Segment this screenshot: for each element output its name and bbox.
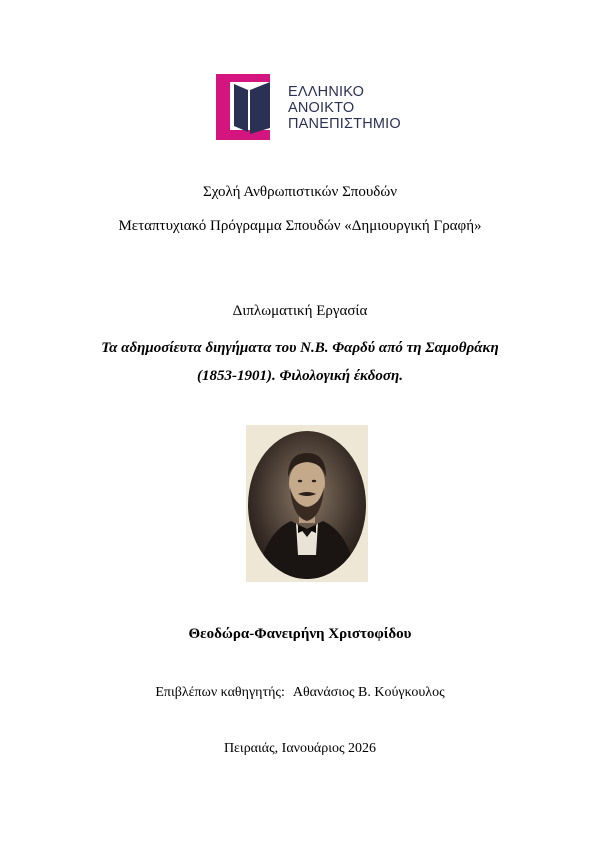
supervisor-label: Επιβλέπων καθηγητής: [155,685,285,700]
thesis-title-line-2: (1853-1901). Φιλολογική έκδοση. [197,368,403,384]
program-name: Μεταπτυχιακό Πρόγραμμα Σπουδών «Δημιουργική Γραφή» [118,218,482,234]
portrait-illustration [246,425,368,582]
supervisor-line [0,685,600,701]
logo-text-line-3: ΠΑΝΕΠΙΣΤΗΜΙΟ [288,116,401,132]
document-type: Διπλωματική Εργασία [232,303,368,319]
logo-text-line-2: ΑΝΟΙΚΤΟ [288,100,355,116]
author-name: Θεοδώρα-Φανειρήνη Χριστοφίδου [188,626,412,642]
supervisor-name: Αθανάσιος Β. Κούγκουλος [292,685,445,700]
school-name: Σχολή Ανθρωπιστικών Σπουδών [202,184,398,200]
university-logo [216,70,406,142]
university-logo-text [288,84,401,132]
author-portrait-photo [246,425,368,582]
place-and-date: Πειραιάς, Ιανουάριος 2026 [223,741,377,756]
logo-text-line-1: ΕΛΛΗΝΙΚΟ [288,84,365,100]
university-logo-mark-icon [216,70,282,142]
thesis-title-line-1: Τα αδημοσίευτα διηγήματα του Ν.Β. Φαρδύ από τη Σαμοθράκη [101,340,499,356]
